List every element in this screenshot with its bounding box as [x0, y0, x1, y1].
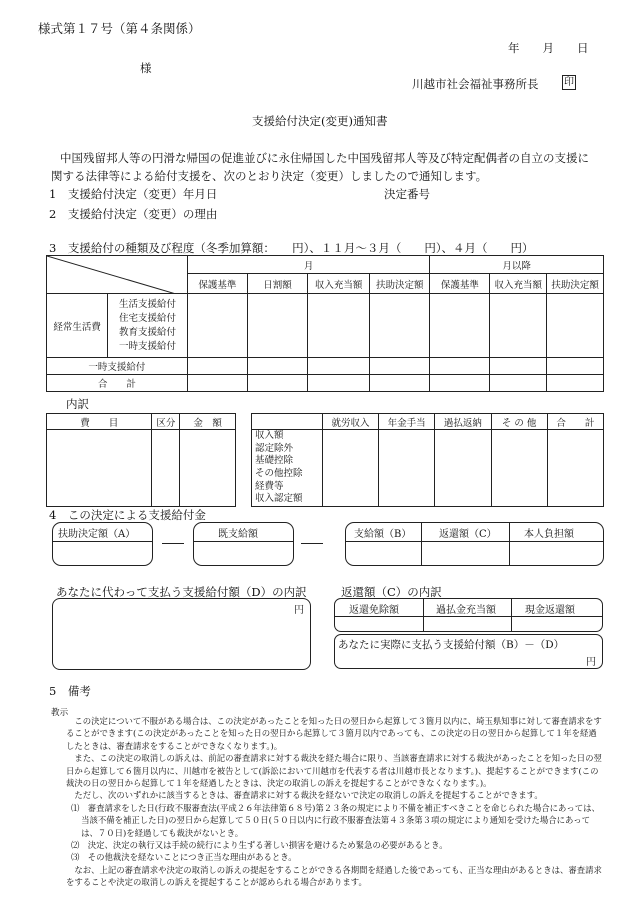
addressee-suffix: 様: [140, 61, 152, 75]
row-label: 認定除外: [255, 442, 294, 454]
month-header: 月: [187, 256, 429, 274]
box-a-label: 扶助決定額（A）: [58, 529, 136, 540]
section-5-title: 5 備考: [49, 684, 91, 698]
value-cell[interactable]: [308, 294, 370, 358]
notes-paragraph: また、この決定の取消しの訴えは、前記の審査請求に対する裁決を経た場合に限り、当該審査請求に対する裁決があったことを知った日の翌日から起算して６箇月以内に、川越市を被告として(訴訟において川越市を代表する者は川越市長となります。)、提起することができます(この裁決の日の翌日から起算して１年を経過したときは、決定の取消しの訴えを提起することができなくなります。)。: [66, 753, 602, 789]
value-cell[interactable]: [490, 358, 547, 375]
benefit-table: [46, 255, 604, 392]
notes-paragraph: この決定について不服がある場合は、この決定があったことを知った日の翌日から起算して３箇月以内に、埼玉県知事に対して審査請求をすることができます(この決定があったことを知った日の翌日から起算して３箇月以内であっても、この決定の日の翌日から起算して１年を経過したときは、審査請求をすることができなくなります。)。: [66, 716, 602, 751]
group-item: 住宅支援給付: [119, 312, 177, 324]
value-cell[interactable]: [547, 375, 604, 392]
row-label: その他控除: [255, 468, 303, 479]
month-after-header: 月以降: [430, 256, 604, 274]
value-cell[interactable]: [379, 430, 435, 507]
box-self-label: 本人負担額: [524, 529, 574, 540]
table-corner-cell: [47, 256, 188, 294]
minus-sign: [162, 543, 184, 544]
value-cell[interactable]: [430, 294, 490, 358]
group-item: 生活支援給付: [119, 298, 177, 310]
col-header: 収入充当額: [308, 274, 370, 294]
value-cell[interactable]: [247, 375, 307, 392]
item-3-benefit-types: 3 支援給付の種類及び程度（冬季加算額： 円）、１１月～３月（ 円）、４月（ 円）: [49, 241, 534, 255]
col-header: 収入充当額: [490, 274, 547, 294]
value-cell[interactable]: [47, 430, 152, 507]
value-cell[interactable]: [187, 375, 247, 392]
notes-paragraph: なお、上記の審査請求や決定の取消しの訴えの提起をすることができる各期間を経過した後であっても、正当な理由があるときは、審査請求をすることや決定の取消しの訴えを提起することが認められる場合があります。: [66, 864, 602, 888]
seal-mark: 印: [564, 77, 574, 88]
value-cell[interactable]: [247, 358, 307, 375]
value-cell[interactable]: [490, 294, 547, 358]
breakdown-left-table: [46, 413, 236, 507]
notes-item: ⑵ 決定、決定の執行又は手続の続行により生ずる著しい損害を避けるため緊急の必要があるとき。: [71, 840, 448, 851]
value-cell[interactable]: [430, 375, 490, 392]
value-cell[interactable]: [370, 358, 430, 375]
date-label: 年 月 日: [508, 41, 589, 55]
value-cell[interactable]: [322, 430, 378, 507]
refund-header: 返還免除額: [349, 605, 399, 616]
box-vdivider: [509, 523, 510, 565]
actual-payment-box[interactable]: [334, 634, 603, 669]
breakdown-right-table: [251, 413, 604, 507]
notes-body: [66, 715, 602, 889]
box-vdivider: [421, 523, 422, 565]
value-cell[interactable]: [430, 358, 490, 375]
box-b-label: 支給額（B）: [354, 529, 412, 540]
value-cell[interactable]: [370, 294, 430, 358]
refund-header: 過払金充当額: [436, 605, 496, 616]
col-header: そ の 他: [491, 414, 547, 430]
notes-item: ⑶ その他裁決を経ないことにつき正当な理由があるとき。: [71, 852, 297, 863]
corner-cell: [252, 414, 323, 430]
box-divider: [346, 541, 603, 542]
box-divider: [335, 616, 602, 617]
col-header: 金 額: [180, 414, 236, 430]
row-label: 収入認定額: [255, 493, 303, 505]
proxy-yen: 円: [294, 605, 304, 616]
box-bc-self[interactable]: [345, 522, 604, 566]
value-cell[interactable]: [187, 358, 247, 375]
col-header: 合 計: [547, 414, 603, 430]
box-a-decision-amount[interactable]: [52, 522, 153, 566]
value-cell[interactable]: [435, 430, 491, 507]
value-cell[interactable]: [187, 294, 247, 358]
col-header: 保護基準: [187, 274, 247, 294]
col-header: 日割額: [247, 274, 307, 294]
minus-sign: [301, 543, 323, 544]
group-label: 経常生活費: [47, 294, 108, 358]
box-divider: [194, 541, 293, 542]
value-cell[interactable]: [547, 294, 604, 358]
notes-label: 教示: [51, 708, 69, 718]
intro-line-1: 中国残留邦人等の円滑な帰国の促進並びに永住帰国した中国残留邦人等及び特定配偶者の自立の支援に: [60, 151, 589, 165]
value-cell[interactable]: [247, 294, 307, 358]
box-already-paid[interactable]: [193, 522, 294, 566]
actual-payment-yen: 円: [586, 657, 596, 668]
group-item: 一時支援給付: [119, 340, 177, 352]
document-title: 支援給付決定(変更)通知書: [252, 114, 388, 128]
col-header: 就労収入: [322, 414, 378, 430]
row-label: 経費等: [255, 480, 284, 492]
row-labels: [252, 430, 323, 507]
intro-line-2: 関する法律等による給付支援を、次のとおり決定（変更）しましたので通知します。: [51, 169, 488, 183]
item-1-decision-date: 1 支援給付決定（変更）年月日: [49, 187, 218, 201]
value-cell[interactable]: [308, 358, 370, 375]
form-number: 様式第１７号（第４条関係）: [38, 21, 201, 36]
value-cell[interactable]: [547, 430, 603, 507]
notes-item: ⑴ 審査請求をした日(行政不服審査法(平成２６年法律第６８号)第２３条の規定により不備を補正すべきことを命じられた場合にあっては、当該不備を補正した日)の翌日から起算して５０日(５０日以内に行政不服審査法第４３条第３項の規定により通知を受けた場合にあっては、７０日)を経過しても裁決がないとき。: [71, 802, 600, 838]
proxy-payment-title: あなたに代わって支払う支援給付額（D）の内訳: [56, 585, 307, 599]
breakdown-title: 内訳: [66, 397, 89, 411]
value-cell[interactable]: [308, 375, 370, 392]
refund-box[interactable]: [334, 598, 603, 632]
group-items: [108, 294, 188, 358]
box-c-label: 返還額（C）: [439, 529, 497, 540]
section-4-title: 4 この決定による支援給付金: [49, 508, 206, 522]
col-header: 扶助決定額: [547, 274, 604, 294]
decision-number-label: 決定番号: [384, 187, 430, 201]
row-label: 基礎控除: [255, 455, 294, 467]
col-header: 扶助決定額: [370, 274, 430, 294]
group-item: 教育支援給付: [119, 326, 177, 338]
value-cell[interactable]: [152, 430, 180, 507]
actual-payment-label: あなたに実際に支払う支援給付額（B）－（D）: [338, 639, 565, 651]
diagonal-line: [47, 256, 176, 294]
value-cell[interactable]: [370, 375, 430, 392]
value-cell[interactable]: [490, 375, 547, 392]
refund-header: 現金返還額: [525, 605, 575, 616]
row-label-once: 一時支援給付: [47, 358, 188, 375]
item-2-reason: 2 支援給付決定（変更）の理由: [49, 207, 218, 221]
col-header: 区分: [152, 414, 180, 430]
box-vdivider: [423, 599, 424, 631]
value-cell[interactable]: [491, 430, 547, 507]
refund-breakdown-title: 返還額（C）の内訳: [341, 585, 442, 599]
box-vdivider: [511, 599, 512, 631]
value-cell[interactable]: [180, 430, 236, 507]
box-paid-label: 既支給額: [218, 529, 258, 540]
col-header: 過払返納: [435, 414, 491, 430]
value-cell[interactable]: [547, 358, 604, 375]
col-header: 年金手当: [379, 414, 435, 430]
issuer-name: 川越市社会福祉事務所長: [412, 77, 539, 91]
col-header: 費 目: [47, 414, 152, 430]
proxy-payment-box[interactable]: [52, 598, 311, 670]
row-label: 収入額: [255, 430, 284, 442]
notes-paragraph: ただし、次のいずれかに該当するときは、審査請求に対する裁決を経ないで決定の取消しの訴えを提起することができます。: [74, 790, 543, 801]
col-header: 保護基準: [430, 274, 490, 294]
row-label-total: 合 計: [47, 375, 188, 392]
box-divider: [53, 541, 152, 542]
